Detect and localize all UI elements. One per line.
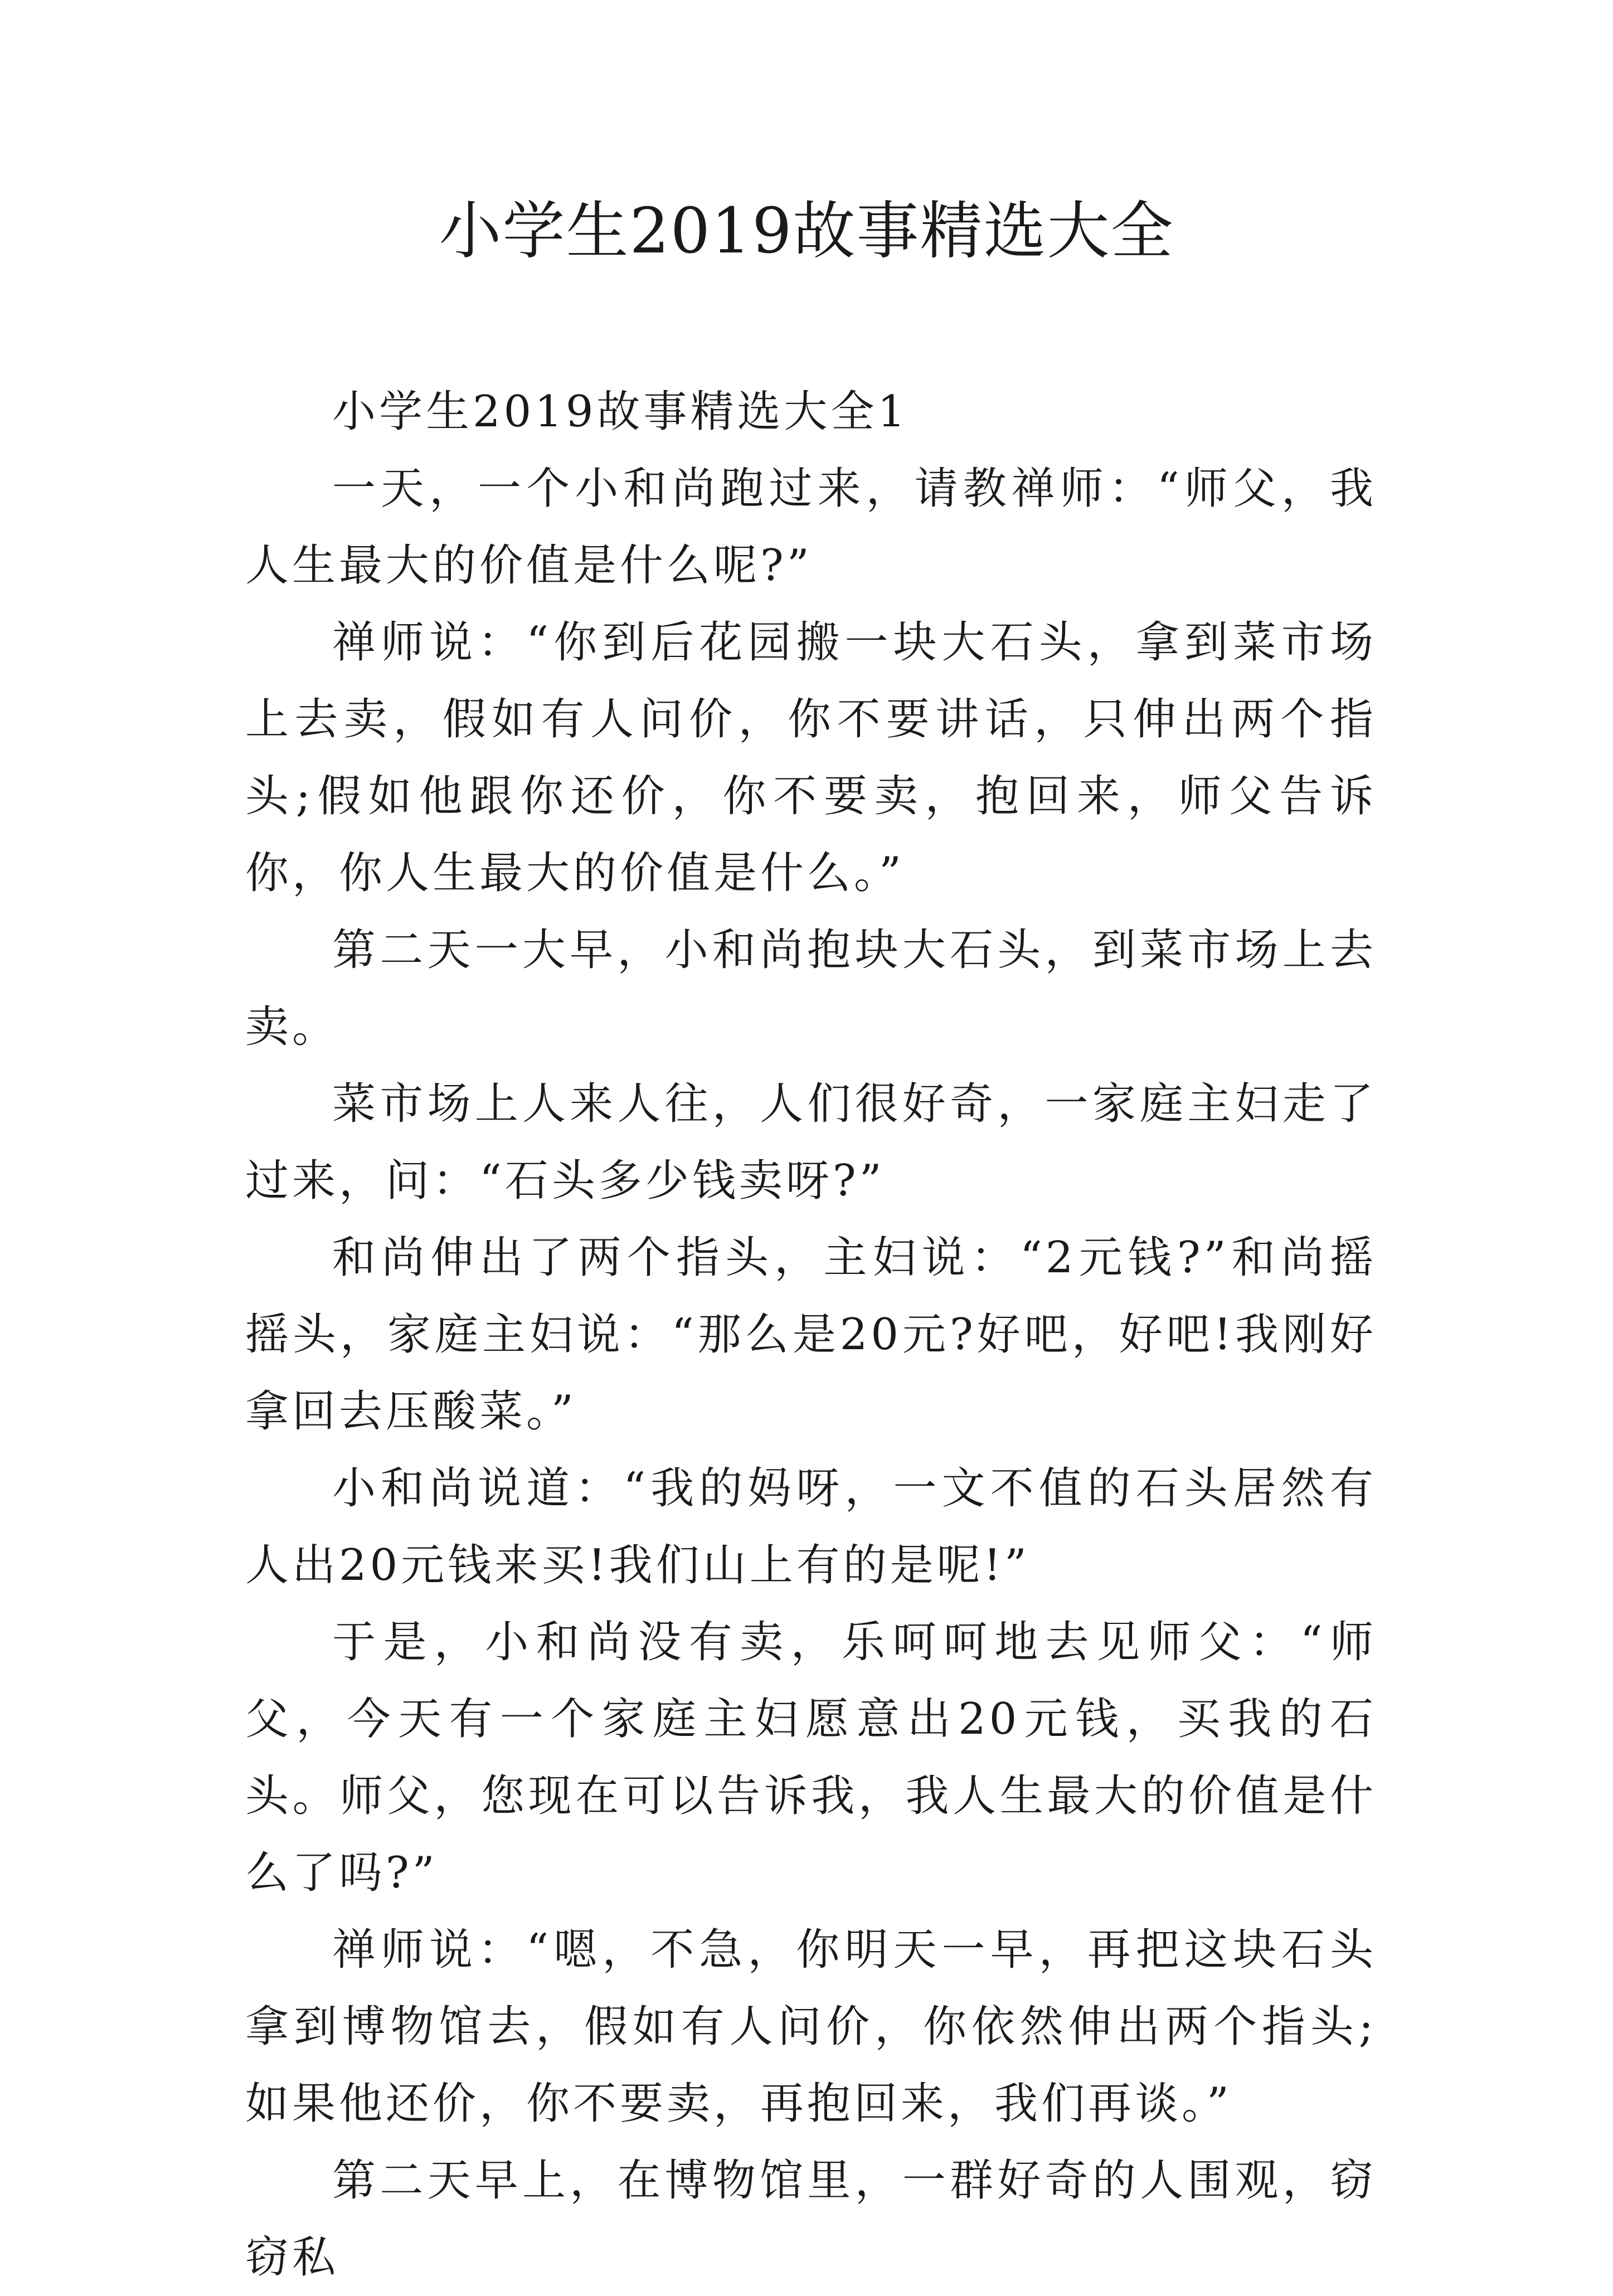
paragraph: 于是，小和尚没有卖，乐呵呵地去见师父：“师父，今天有一个家庭主妇愿意出20元钱，买我的石头。师父，您现在可以告诉我，我人生最大的价值是什么了吗?” — [245, 1617, 1377, 1898]
paragraph: 小学生2019故事精选大全1 — [332, 387, 909, 437]
paragraph: 第二天一大早，小和尚抱块大石头，到菜市场上去卖。 — [245, 925, 1377, 1052]
paragraph: 小和尚说道：“我的妈呀，一文不值的石头居然有人出20元钱来买!我们山上有的是呢!” — [245, 1463, 1377, 1590]
paragraph: 第二天早上，在博物馆里，一群好奇的人围观，窃窃私 — [245, 2156, 1377, 2283]
paragraph: 菜市场上人来人往，人们很好奇，一家庭主妇走了过来，问：“石头多少钱卖呀?” — [245, 1079, 1377, 1206]
paragraph: 一天，一个小和尚跑过来，请教禅师：“师父，我人生最大的价值是什么呢?” — [245, 464, 1377, 591]
paragraph: 禅师说：“你到后花园搬一块大石头，拿到菜市场上去卖，假如有人问价，你不要讲话，只伸出两个指头;假如他跟你还价，你不要卖，抱回来，师父告诉你，你人生最大的价值是什么。” — [245, 617, 1377, 898]
paragraph: 禅师说：“嗯，不急，你明天一早，再把这块石头拿到博物馆去，假如有人问价，你依然伸出两个指头;如果他还价，你不要卖，再抱回来，我们再谈。” — [245, 1925, 1377, 2129]
paragraph: 和尚伸出了两个指头，主妇说：“2元钱?”和尚摇摇头，家庭主妇说：“那么是20元?好吧，好吧!我刚好拿回去压酸菜。” — [245, 1233, 1377, 1437]
document-body — [245, 373, 1377, 2296]
document-title: 小学生2019故事精选大全 — [439, 195, 1174, 267]
